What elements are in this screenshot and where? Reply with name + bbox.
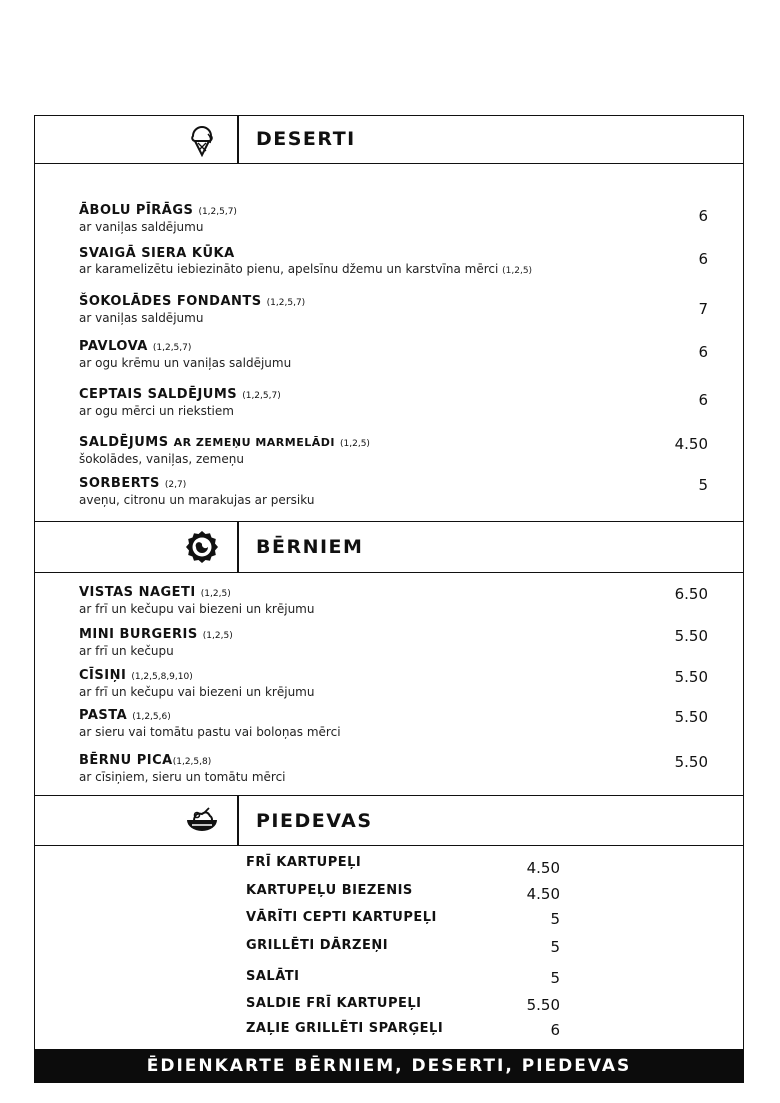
item-name: SORBERTS: [79, 476, 160, 491]
item-description: ar cīsiņiem, sieru un tomātu mērci: [79, 770, 286, 784]
menu-item: [79, 387, 709, 418]
item-name: ĀBOLU PĪRĀGS: [79, 203, 194, 218]
item-description: aveņu, citronu un marakujas ar persiku: [79, 493, 315, 507]
item-allergens: (1,2,5): [200, 589, 231, 599]
item-price: 5.50: [526, 996, 560, 1014]
item-name: FRĪ KARTUPEĻI: [246, 855, 362, 870]
item-name: KARTUPEĻU BIEZENIS: [246, 883, 413, 898]
side-item: [246, 969, 564, 987]
item-price: 5: [550, 938, 560, 956]
header-divider: [237, 522, 239, 572]
item-allergens: (1,2,5): [340, 439, 370, 449]
item-description: ar vaniļas saldējumu: [79, 220, 204, 234]
menu-item: [79, 627, 709, 658]
item-price: 5.50: [674, 753, 708, 771]
item-description: ar ogu mērci un riekstiem: [79, 404, 234, 418]
item-price: 6.50: [674, 585, 708, 603]
item-name: GRILLĒTI DĀRZEŅI: [246, 938, 389, 953]
salad-bowl-icon: [184, 803, 220, 839]
menu-item: [79, 476, 709, 507]
item-name-suffix: AR ZEMEŅU MARMELĀDI: [173, 436, 335, 449]
side-item: [246, 1021, 564, 1039]
item-name: SALDIE FRĪ KARTUPEĻI: [246, 996, 422, 1011]
item-name: SALĀTI: [246, 969, 300, 984]
item-price: 6: [698, 391, 708, 409]
menu-item: [79, 585, 709, 616]
item-name: SALDĒJUMS: [79, 435, 169, 450]
item-price: 5.50: [674, 668, 708, 686]
item-description: ar karamelizētu iebiezināto pienu, apelsīnu džemu un karstvīna mērci: [79, 262, 499, 276]
section-title: DESERTI: [256, 128, 356, 150]
menu-item: [79, 435, 709, 466]
item-price: 5.50: [674, 708, 708, 726]
menu-footer-banner: ĒDIENKARTE BĒRNIEM, DESERTI, PIEDEVAS: [34, 1049, 744, 1083]
item-name: SVAIGĀ SIERA KŪKA: [79, 246, 235, 261]
item-price: 6: [698, 343, 708, 361]
item-price: 6: [550, 1021, 560, 1039]
item-name: VĀRĪTI CEPTI KARTUPEĻI: [246, 910, 437, 925]
item-description: ar frī un kečupu: [79, 644, 174, 658]
item-description: šokolādes, vaniļas, zemeņu: [79, 452, 244, 466]
item-allergens: (2,7): [164, 480, 187, 490]
item-description: ar frī un kečupu vai biezeni un krējumu: [79, 685, 315, 699]
item-name: CEPTAIS SALDĒJUMS: [79, 387, 238, 402]
item-allergens: (1,2,5,7): [266, 298, 306, 308]
item-allergens: (1,2,5,7): [242, 391, 281, 401]
item-allergens: (1,2,5,7): [152, 343, 192, 353]
item-name: MINI BURGERIS: [79, 627, 198, 642]
item-description: ar sieru vai tomātu pastu vai boloņas mērci: [79, 725, 341, 739]
section-title: BĒRNIEM: [256, 536, 364, 558]
item-allergens: (1,2,5): [202, 631, 233, 641]
item-allergens: (1,2,5,8,9,10): [131, 672, 193, 682]
item-price: 6: [698, 250, 708, 268]
item-allergens: (1,2,5,6): [132, 712, 171, 722]
menu-item: [79, 668, 709, 699]
item-price: 5.50: [674, 627, 708, 645]
menu-item: [79, 708, 709, 739]
header-divider: [237, 115, 239, 163]
item-price: 5: [698, 476, 708, 494]
item-name: VISTAS NAGETI: [79, 585, 196, 600]
item-description: ar vaniļas saldējumu: [79, 311, 204, 325]
item-name: ZAĻIE GRILLĒTI SPARĢEĻI: [246, 1021, 444, 1036]
item-name: ŠOKOLĀDES FONDANTS: [79, 294, 262, 309]
item-price: 5: [550, 969, 560, 987]
side-item: [246, 938, 564, 956]
menu-item: [79, 246, 709, 278]
item-description: ar frī un kečupu vai biezeni un krējumu: [79, 602, 315, 616]
menu-item: [79, 753, 709, 784]
header-divider: [237, 796, 239, 845]
side-item: [246, 883, 564, 903]
item-allergens: (1,2,5,8): [172, 757, 212, 767]
item-price: 6: [698, 207, 708, 225]
ice-cream-icon: [184, 121, 220, 157]
item-price: 5: [550, 910, 560, 928]
item-allergens: (1,2,5): [502, 266, 533, 276]
side-item: [246, 910, 564, 928]
item-price: 4.50: [526, 859, 560, 877]
menu-item: [79, 203, 709, 234]
side-item: [246, 855, 564, 877]
section-title: PIEDEVAS: [256, 809, 373, 832]
menu-item: [79, 294, 709, 325]
section-header-piedevas: [34, 795, 744, 846]
section-header-deserti: [34, 115, 744, 164]
item-name: PASTA: [79, 708, 128, 723]
menu-item: [79, 339, 709, 370]
item-name: BĒRNU PICA: [79, 753, 173, 768]
item-price: 4.50: [674, 435, 708, 453]
item-name: PAVLOVA: [79, 339, 148, 354]
item-name: CĪSIŅI: [79, 668, 127, 683]
section-header-berniem: [34, 521, 744, 573]
item-description: ar ogu krēmu un vaniļas saldējumu: [79, 356, 292, 370]
side-item: [246, 996, 564, 1014]
item-allergens: (1,2,5,7): [198, 207, 237, 217]
smiley-badge-icon: [184, 529, 220, 565]
item-price: 4.50: [526, 885, 560, 903]
item-price: 7: [698, 300, 708, 318]
